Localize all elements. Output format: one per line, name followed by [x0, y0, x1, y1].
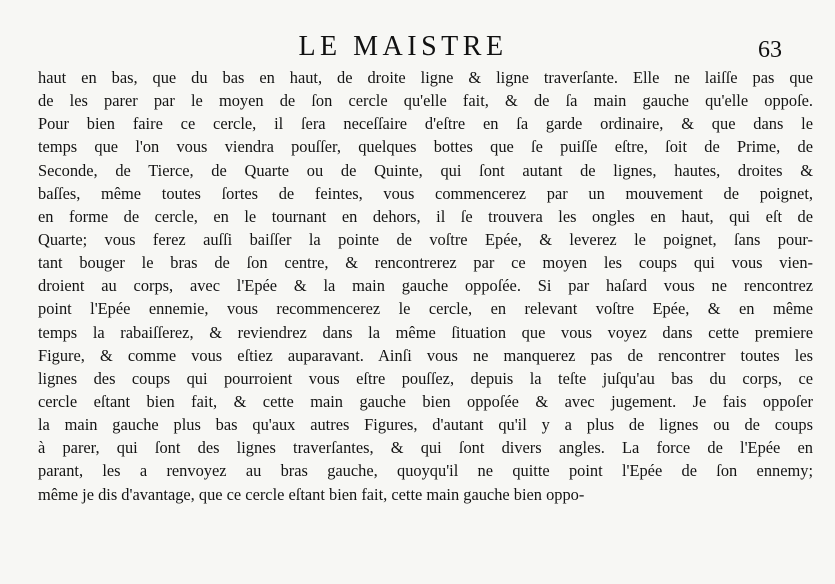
text-line: baſſes, même toutes ſortes de feintes, vous commencerez par un mouvement de poignet, — [38, 183, 813, 203]
text-line: lignes des coups qui pourroient vous eſtre pouſſez, depuis la teſte juſqu'au bas du corps, ce — [38, 368, 813, 388]
text-line: Pour bien faire ce cercle, il ſera neceſſaire d'eſtre en ſa garde ordinaire, & que dans le — [38, 114, 813, 134]
body-text — [38, 66, 813, 506]
text-line: droient au corps, avec l'Epée & la main gauche oppoſée. Si par haſard vous ne rencontrez — [38, 276, 813, 296]
page-number: 63 — [758, 37, 782, 63]
text-line: Figure, & comme vous eſtiez auparavant. Ainſi vous ne manquerez pas de rencontrer toutes les — [38, 345, 813, 365]
text-line: temps la rabaiſſerez, & reviendrez dans la même ſituation que vous voyez dans cette premiere — [38, 322, 813, 342]
text-line: point l'Epée ennemie, vous recommencerez le cercle, en relevant voſtre Epée, & en même — [38, 299, 813, 319]
text-line: tant bouger le bras de ſon centre, & rencontrerez par ce moyen les coups qui vous vien- — [38, 253, 813, 273]
text-line: parant, les a renvoyez au bras gauche, quoyqu'il ne quitte point l'Epée de ſon ennemy; — [38, 461, 813, 481]
text-line: même je dis d'avantage, que ce cercle eſtant bien fait, cette main gauche bien oppo- — [38, 484, 585, 504]
text-line: temps que l'on vous viendra pouſſer, quelques bottes que ſe puiſſe eſtre, ſoit de Prime, de — [38, 137, 813, 157]
running-title: LE MAISTRE — [298, 31, 508, 62]
text-line: à parer, qui ſont des lignes traverſantes, & qui ſont divers angles. La force de l'Epée en — [38, 438, 813, 458]
text-line: de les parer par le moyen de ſon cercle qu'elle fait, & de ſa main gauche qu'elle oppoſe. — [38, 91, 813, 111]
text-line: haut en bas, que du bas en haut, de droite ligne & ligne traverſante. Elle ne laiſſe pas que — [38, 68, 813, 87]
text-line: cercle eſtant bien fait, & cette main gauche bien oppoſée & avec jugement. Je fais oppoſer — [38, 391, 813, 411]
text-line: la main gauche plus bas qu'aux autres Figures, d'autant qu'il y a plus de lignes ou de coups — [38, 415, 813, 435]
text-line: Quarte; vous ferez auſſi baiſſer la pointe de voſtre Epée, & leverez le poignet, ſans pour- — [38, 229, 813, 249]
text-line: en forme de cercle, en le tournant en dehors, il ſe trouvera les ongles en haut, qui eſt de — [38, 206, 813, 226]
text-line: Seconde, de Tierce, de Quarte ou de Quinte, qui ſont autant de lignes, hautes, droites & — [38, 160, 813, 180]
